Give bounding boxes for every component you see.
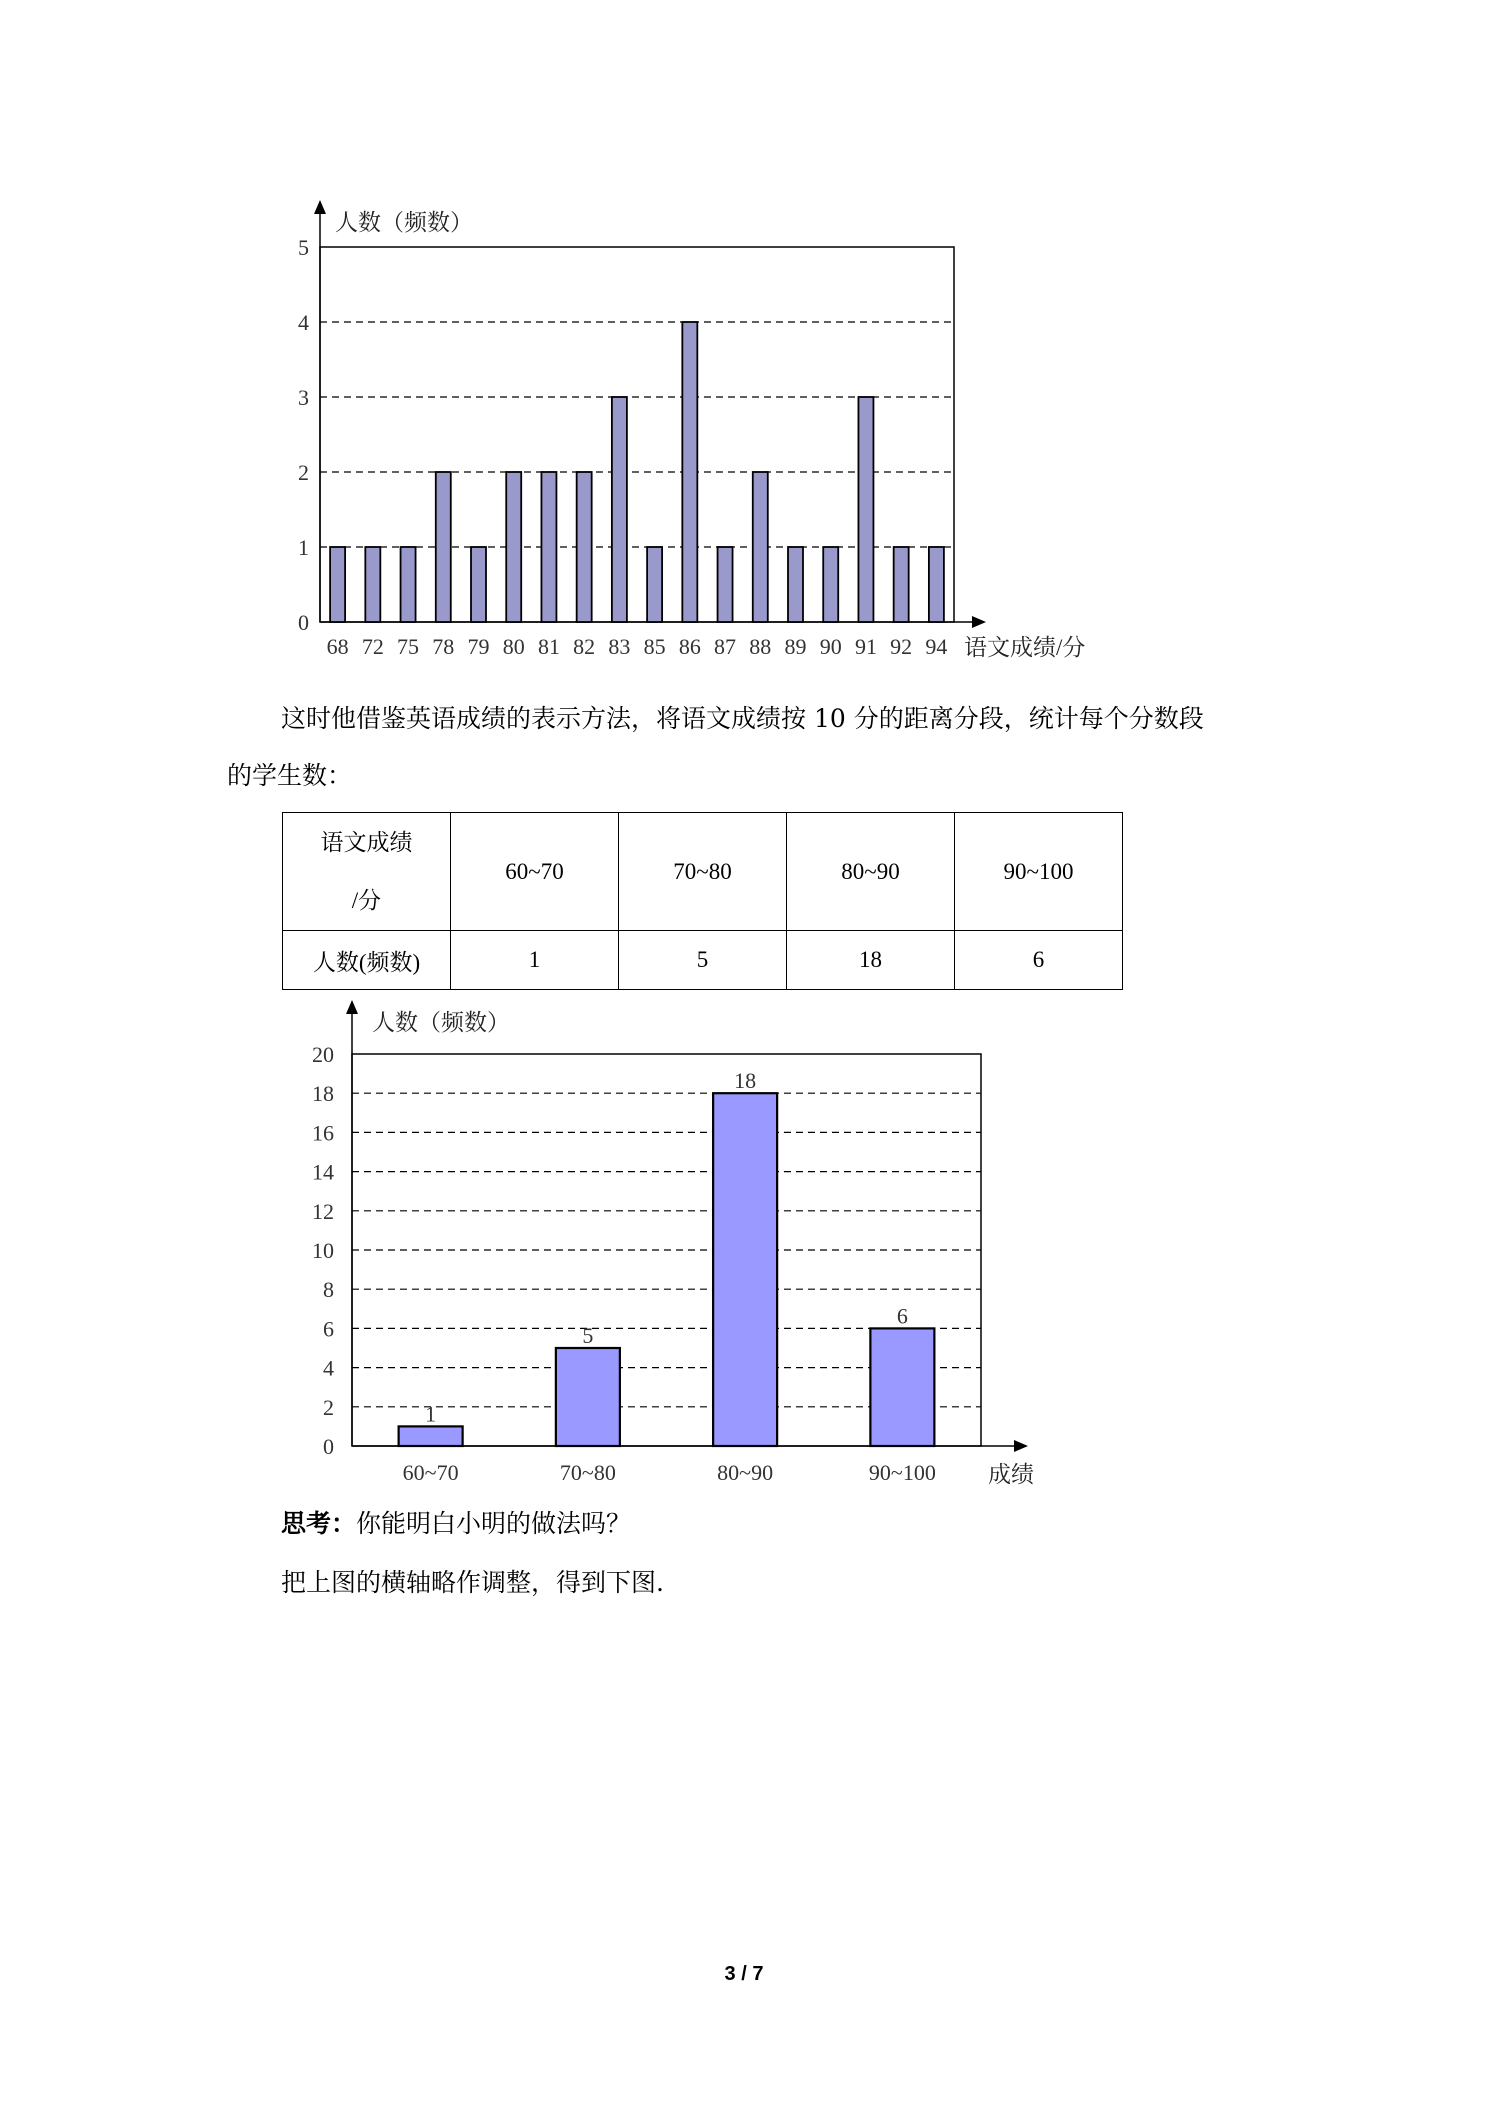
table-cell-count: 1: [451, 931, 619, 990]
x-axis-label: 语文成绩/分: [964, 635, 1086, 660]
table-header-line-1: 语文成绩: [320, 829, 413, 855]
x-tick-label: 81: [537, 634, 560, 659]
x-tick-label: 80~90: [717, 1460, 774, 1485]
x-tick-label: 80: [502, 634, 525, 659]
y-tick-label: 14: [312, 1159, 334, 1185]
y-tick-label: 20: [312, 1042, 334, 1067]
table-cell-range: 70~80: [619, 813, 787, 931]
x-tick-label: 68: [326, 634, 349, 659]
y-tick-label: 4: [298, 310, 309, 335]
bar: [718, 547, 733, 622]
y-tick-label: 10: [312, 1238, 334, 1263]
x-tick-label: 86: [678, 634, 701, 659]
table-row-ranges: [283, 813, 1123, 931]
data-label: 5: [582, 1323, 594, 1348]
data-label: 18: [734, 1068, 757, 1094]
x-tick-label: 87: [714, 634, 737, 659]
bar: [682, 322, 697, 622]
bar: [713, 1093, 777, 1446]
bar: [647, 547, 662, 622]
x-tick-label: 79: [467, 634, 490, 659]
y-axis-arrow: [346, 1000, 358, 1014]
x-tick-label: 94: [925, 634, 948, 659]
table-header-line-2: /分: [351, 887, 382, 913]
y-tick-label: 4: [323, 1355, 334, 1381]
y-tick-label: 1: [298, 535, 309, 560]
table-cell-range: 90~100: [955, 813, 1123, 931]
x-tick-label: 89: [784, 634, 807, 659]
x-axis-arrow: [1014, 1440, 1028, 1452]
y-tick-label: 2: [323, 1394, 334, 1420]
think-line: [281, 1511, 631, 1536]
x-axis-label: 成绩: [988, 1462, 1034, 1487]
frequency-table: [282, 812, 1123, 990]
x-tick-label: 82: [573, 634, 596, 659]
paragraph-line-1: 这时他借鉴英语成绩的表示方法，将语文成绩按 10 分的距离分段，统计每个分数段: [281, 704, 1204, 733]
chart-grouped-scores: [0, 990, 1488, 1490]
y-tick-label: 8: [323, 1277, 334, 1303]
paragraph-line-2: 的学生数：: [227, 761, 353, 790]
bar: [929, 547, 944, 622]
bar: [506, 472, 521, 622]
y-axis-arrow: [314, 200, 326, 214]
data-label: 6: [896, 1303, 908, 1329]
y-axis-label: 人数（频数）: [372, 1010, 510, 1035]
bar: [894, 547, 909, 622]
y-tick-label: 2: [298, 460, 309, 485]
x-tick-label: 91: [854, 634, 877, 659]
x-tick-label: 85: [643, 634, 666, 659]
bar: [556, 1348, 620, 1446]
y-tick-label: 6: [323, 1316, 334, 1342]
table-cell-count: 5: [619, 931, 787, 990]
data-label: 1: [425, 1401, 437, 1427]
y-tick-label: 12: [312, 1198, 334, 1224]
x-tick-label: 78: [432, 634, 455, 659]
x-tick-label: 72: [361, 634, 384, 659]
table-cell-range: 60~70: [451, 813, 619, 931]
bar: [823, 547, 838, 622]
x-tick-label: 90~100: [868, 1460, 936, 1485]
bar: [858, 397, 873, 622]
bar: [365, 547, 380, 622]
x-tick-label: 88: [749, 634, 772, 659]
y-tick-label: 0: [323, 1434, 334, 1459]
x-tick-label: 83: [608, 634, 631, 659]
table-cell-range: 80~90: [787, 813, 955, 931]
bar: [577, 472, 592, 622]
bar: [870, 1328, 934, 1446]
bar: [436, 472, 451, 622]
y-tick-label: 16: [312, 1120, 334, 1146]
chart-chinese-scores: [0, 0, 1488, 680]
bar: [788, 547, 803, 622]
think-label: 思考：: [281, 1509, 357, 1538]
table-cell-count: 6: [955, 931, 1123, 990]
think-question: 你能明白小明的做法吗？: [356, 1509, 632, 1538]
table-row-label: 人数(频数): [283, 931, 451, 990]
bar: [399, 1426, 463, 1446]
x-tick-label: 90: [819, 634, 842, 659]
y-axis-label: 人数（频数）: [335, 210, 473, 235]
bar: [330, 547, 345, 622]
x-tick-label: 75: [397, 634, 420, 659]
y-tick-label: 5: [298, 235, 309, 260]
x-tick-label: 92: [890, 634, 913, 659]
bar: [471, 547, 486, 622]
page-number: 3 / 7: [724, 1963, 764, 1985]
bar: [541, 472, 556, 622]
table-header-cell: [283, 813, 451, 931]
y-tick-label: 3: [298, 385, 309, 410]
bar: [753, 472, 768, 622]
bar: [401, 547, 416, 622]
x-tick-label: 60~70: [402, 1460, 459, 1485]
y-tick-label: 0: [298, 610, 309, 635]
adjust-line: 把上图的横轴略作调整，得到下图.: [281, 1568, 664, 1597]
bar: [612, 397, 627, 622]
x-axis-arrow: [972, 616, 986, 628]
y-tick-label: 18: [312, 1081, 334, 1107]
x-tick-label: 70~80: [559, 1460, 616, 1485]
table-row-counts: [283, 931, 1123, 990]
table-cell-count: 18: [787, 931, 955, 990]
